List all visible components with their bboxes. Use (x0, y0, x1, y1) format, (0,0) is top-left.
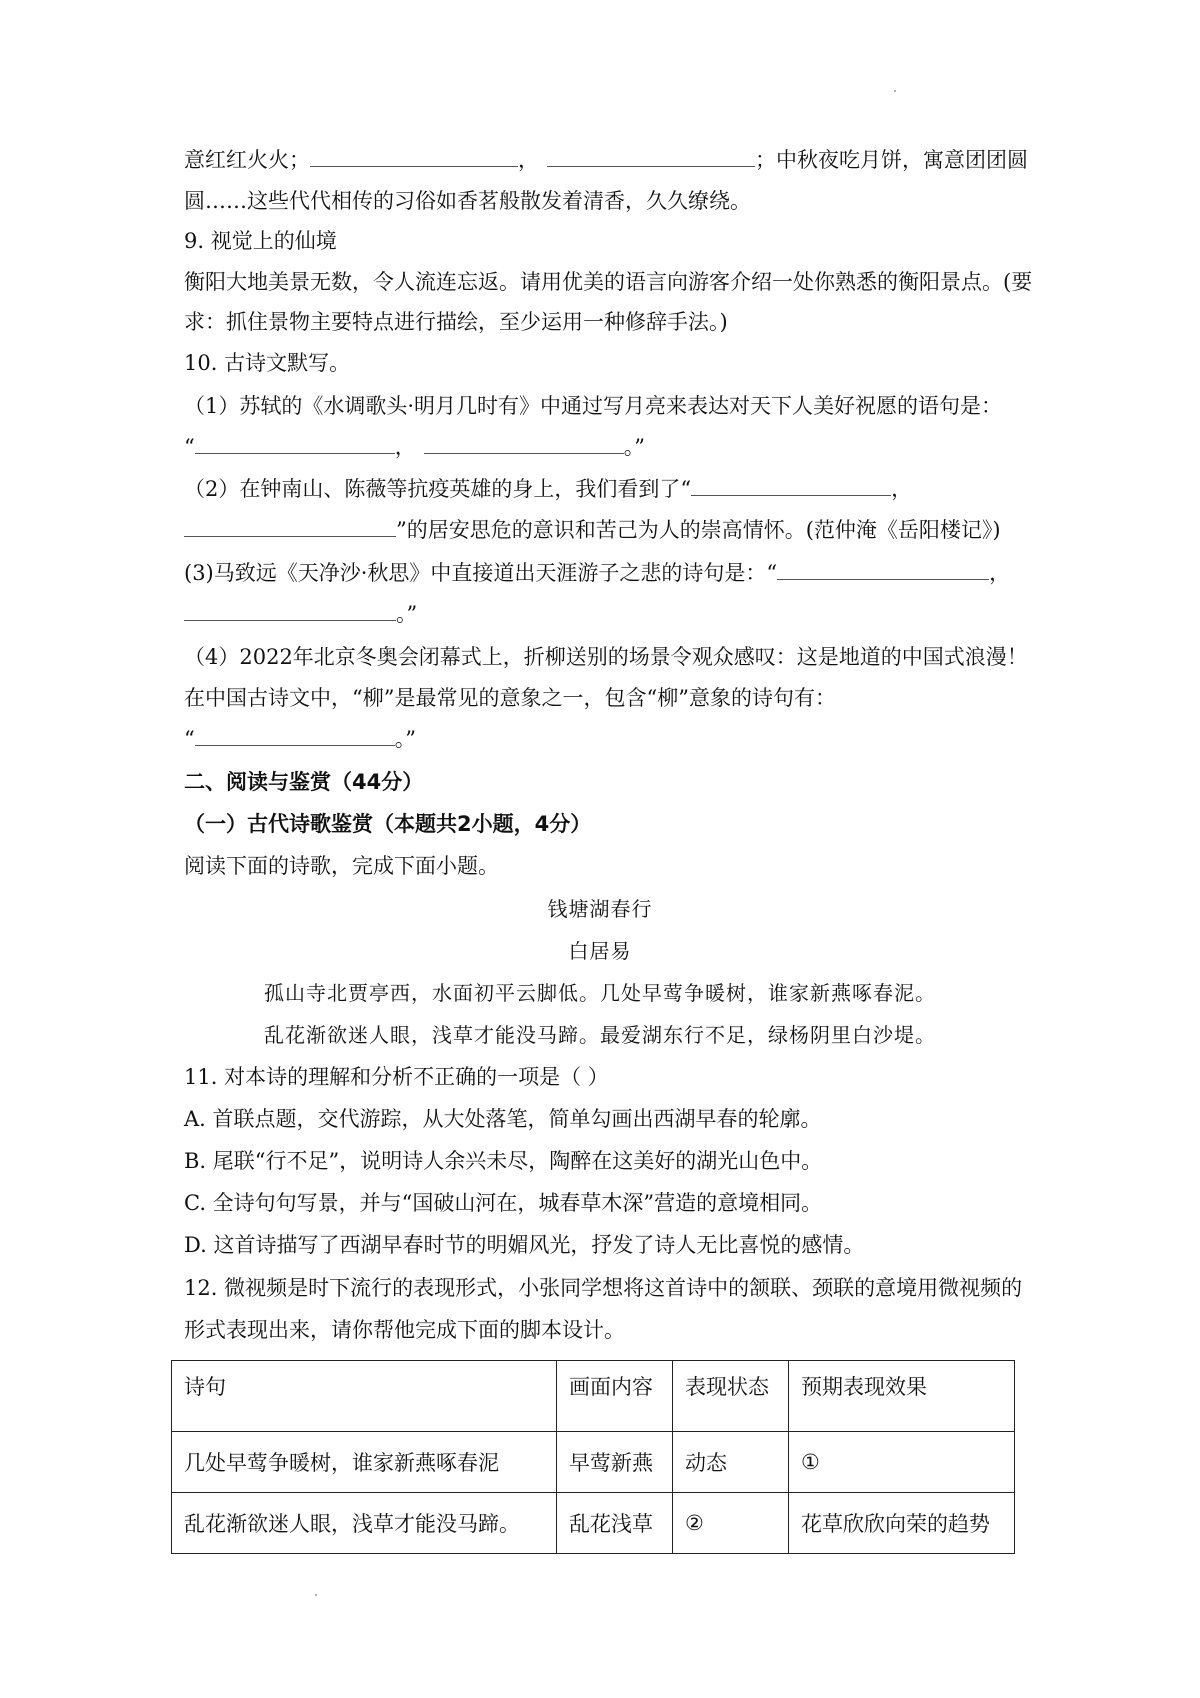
question-10-1-answer (184, 432, 645, 462)
question-10-2 (184, 474, 912, 504)
question-10-3-cont (184, 599, 417, 629)
answer-blank[interactable] (310, 146, 518, 167)
question-10-title: 10. 古诗文默写。 (184, 351, 351, 375)
instruction: 阅读下面的诗歌，完成下面小题。 (184, 854, 499, 878)
text-segment: 。” (394, 727, 416, 751)
table-header-row (172, 1361, 1015, 1432)
poem-line: 乱花渐欲迷人眼，浅草才能没马蹄。最爱湖东行不足，绿杨阴里白沙堤。 (264, 1023, 936, 1047)
answer-blank[interactable] (195, 433, 395, 454)
answer-blank[interactable] (777, 559, 989, 580)
text-segment: 意红红火火； (184, 148, 310, 172)
answer-blank[interactable] (184, 600, 396, 621)
question-10-4: 在中国古诗文中，“柳”是最常见的意象之一，包含“柳”意象的诗句有： (184, 686, 836, 710)
table-row (172, 1432, 1015, 1493)
question-10-1: （1）苏轼的《水调歌头·明月几时有》中通过写月亮来表达对天下人美好祝愿的语句是： (184, 394, 1003, 418)
table-cell: 乱花浅草 (557, 1493, 673, 1554)
option-c[interactable]: C. 全诗句句写景，并与“国破山河在，城春草木深”营造的意境相同。 (184, 1191, 823, 1215)
option-b[interactable]: B. 尾联“行不足”，说明诗人余兴未尽，陶醉在这美好的湖光山色中。 (184, 1149, 823, 1173)
table-cell: 花草欣欣向荣的趋势 (789, 1493, 1015, 1554)
table-row (172, 1493, 1015, 1554)
text-segment: ”的居安思危的意识和苦己为人的崇高情怀。(范仲淹《岳阳楼记》) (396, 518, 1001, 542)
answer-blank[interactable] (691, 475, 891, 496)
text-line (184, 145, 1028, 175)
table-header: 诗句 (172, 1361, 557, 1432)
text-segment: ， (891, 477, 913, 501)
question-10-4-answer (184, 724, 416, 754)
text-segment: 。” (396, 602, 418, 626)
question-9-body: 衡阳大地美景无数，令人流连忘返。请用优美的语言向游客介绍一处你熟悉的衡阳景点。(要 (184, 270, 1033, 294)
text-segment: ， (989, 561, 1011, 585)
scan-dot (315, 1594, 317, 1596)
text-segment: （2）在钟南山、陈薇等抗疫英雄的身上，我们看到了“ (184, 477, 692, 501)
poem-title: 钱塘湖春行 (547, 897, 653, 921)
question-12: 12. 微视频是时下流行的表现形式，小张同学想将这首诗中的颔联、颈联的意境用微视频的 (184, 1276, 1023, 1300)
option-d[interactable]: D. 这首诗描写了西湖早春时节的明媚风光，抒发了诗人无比喜悦的感情。 (184, 1233, 865, 1257)
subsection-heading: （一）古代诗歌鉴赏（本题共2小题，4分） (184, 812, 592, 836)
text-segment: ；中秋夜吃月饼，寓意团团圆 (755, 148, 1028, 172)
table-header: 画面内容 (557, 1361, 673, 1432)
answer-blank[interactable] (547, 146, 755, 167)
question-10-2-cont (184, 515, 1001, 545)
text-segment: (3)马致远《天净沙·秋思》中直接道出天涯游子之悲的诗句是：“ (184, 561, 778, 585)
script-table (171, 1360, 1015, 1554)
option-a[interactable]: A. 首联点题，交代游踪，从大处落笔，简单勾画出西湖早春的轮廓。 (184, 1107, 822, 1131)
text-segment: ， (518, 148, 539, 172)
table-cell: 动态 (673, 1432, 789, 1493)
text-segment: ， (394, 435, 416, 459)
question-10-4: （4）2022年北京冬奥会闭幕式上，折柳送别的场景令观众感叹：这是地道的中国式浪漫！ (184, 645, 1028, 669)
poem-author: 白居易 (568, 939, 632, 963)
table-cell: 早莺新燕 (557, 1432, 673, 1493)
answer-blank[interactable] (195, 725, 395, 746)
question-12: 形式表现出来，请你帮他完成下面的脚本设计。 (184, 1318, 625, 1342)
table-header: 预期表现效果 (789, 1361, 1015, 1432)
table-cell: 几处早莺争暖树，谁家新燕啄春泥 (172, 1432, 557, 1493)
poem-line: 孤山寺北贾亭西，水面初平云脚低。几处早莺争暖树，谁家新燕啄春泥。 (264, 981, 936, 1005)
quote-mark: “ (184, 435, 195, 459)
section-heading: 二、阅读与鉴赏（44分） (184, 770, 424, 794)
quote-mark: “ (184, 727, 195, 751)
text-segment: 。” (623, 435, 645, 459)
answer-blank[interactable] (184, 516, 396, 537)
question-9-body: 求：抓住景物主要特点进行描绘，至少运用一种修辞手法。) (184, 310, 728, 334)
table-cell: 乱花渐欲迷人眼，浅草才能没马蹄。 (172, 1493, 557, 1554)
text-line: 圆……这些代代相传的习俗如香茗般散发着清香，久久缭绕。 (184, 189, 751, 213)
question-11: 11. 对本诗的理解和分析不正确的一项是（ ） (184, 1065, 609, 1089)
question-10-3 (184, 558, 1010, 588)
table-cell-answer[interactable]: ① (789, 1432, 1015, 1493)
question-9-title: 9. 视觉上的仙境 (184, 229, 337, 253)
answer-blank[interactable] (424, 433, 624, 454)
table-cell-answer[interactable]: ② (673, 1493, 789, 1554)
table-header: 表现状态 (673, 1361, 789, 1432)
scan-dot (894, 90, 896, 92)
